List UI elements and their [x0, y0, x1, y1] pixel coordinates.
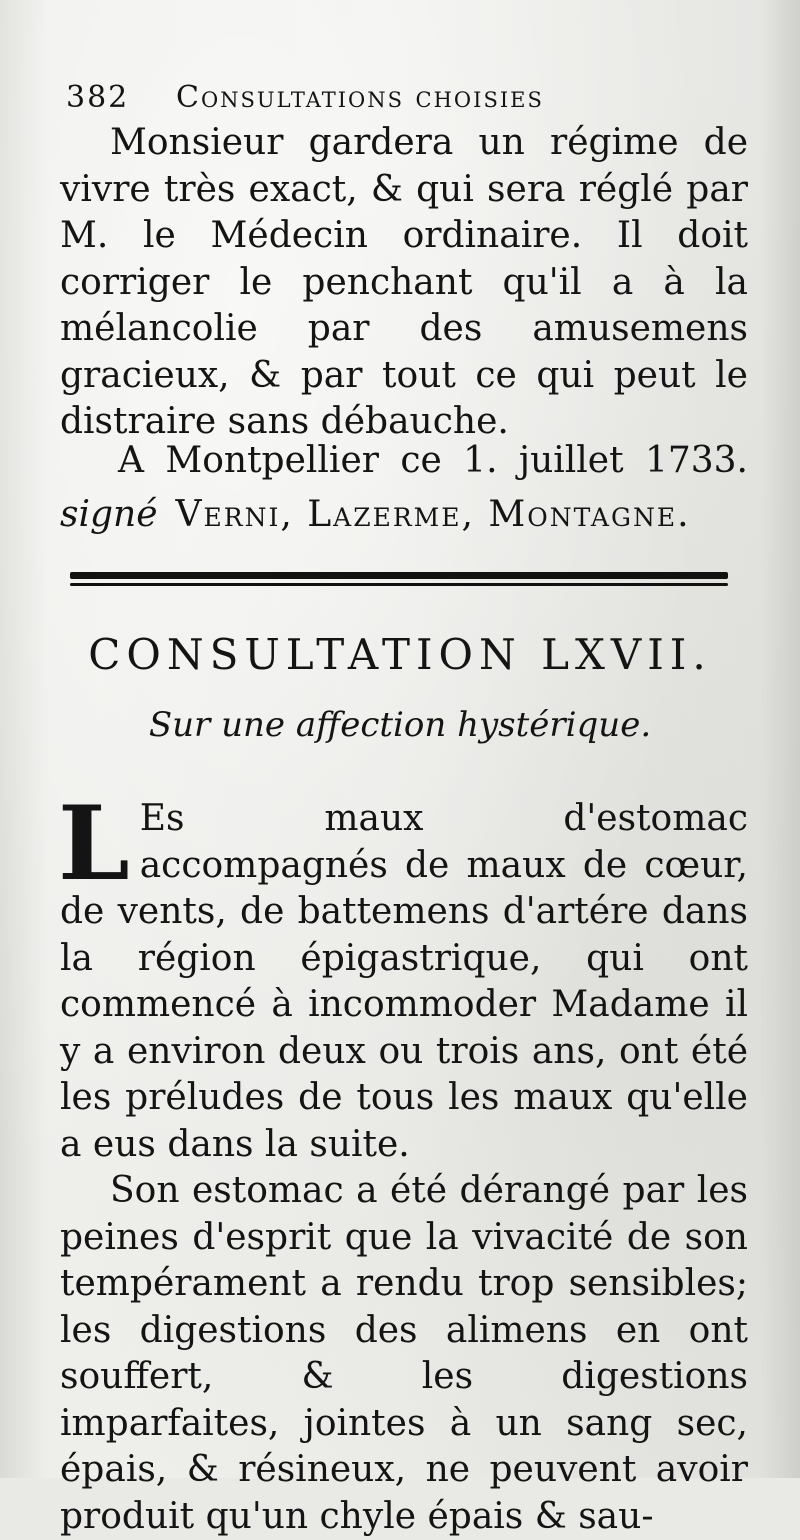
place-date: A Montpellier ce 1. juillet 1733.: [118, 440, 748, 481]
consultation-body: [58, 784, 748, 1540]
signatories: Verni, Lazerme, Montagne.: [175, 494, 691, 535]
signe-label: signé: [60, 494, 158, 535]
signature-line: [60, 488, 748, 542]
prescription-paragraph: Monsieur gardera un régime de vivre très exact, & qui sera réglé par M. le Médecin ordinaire. Il doit corriger le penchant qu'il a à la mélancolie par des amusemens gracieux, & par tout ce qui peut le distraire sans débauche.: [60, 122, 748, 442]
body-paragraph-2: Son estomac a été dérangé par les peines d'esprit que la vivacité de son tempérament a rendu trop sensibles; les digestions des alimens en ont souffert, & les digestions imparfaites, jointes à un sang sec, épais, & résineux, ne peuvent avoir produit qu'un chyle épais & sau-: [60, 1170, 748, 1537]
prescription-paragraph-block: [60, 120, 748, 446]
consultation-title: CONSULTATION LXVII.: [88, 630, 712, 679]
consultation-subtitle: Sur une affection hystérique.: [148, 705, 652, 745]
body-paragraph-1-text: Es maux d'estomac accompagnés de maux de cœur, de vents, de battemens d'artére dans la région épigastrique, qui ont commencé à incommoder Madame il y a environ deux ou trois ans, ont été les préludes de tous les maux qu'elle a eus dans la suite.: [60, 798, 748, 1165]
running-title: Consultations choisies: [176, 79, 544, 115]
signature-block: [60, 434, 748, 542]
section-divider: [70, 572, 728, 588]
body-paragraph-1: [58, 784, 748, 1168]
page-number: 382: [66, 79, 130, 115]
divider-thin-line: [70, 583, 728, 586]
drop-cap: L: [58, 784, 130, 904]
running-head: [66, 74, 746, 120]
divider-thick-line: [70, 572, 728, 579]
